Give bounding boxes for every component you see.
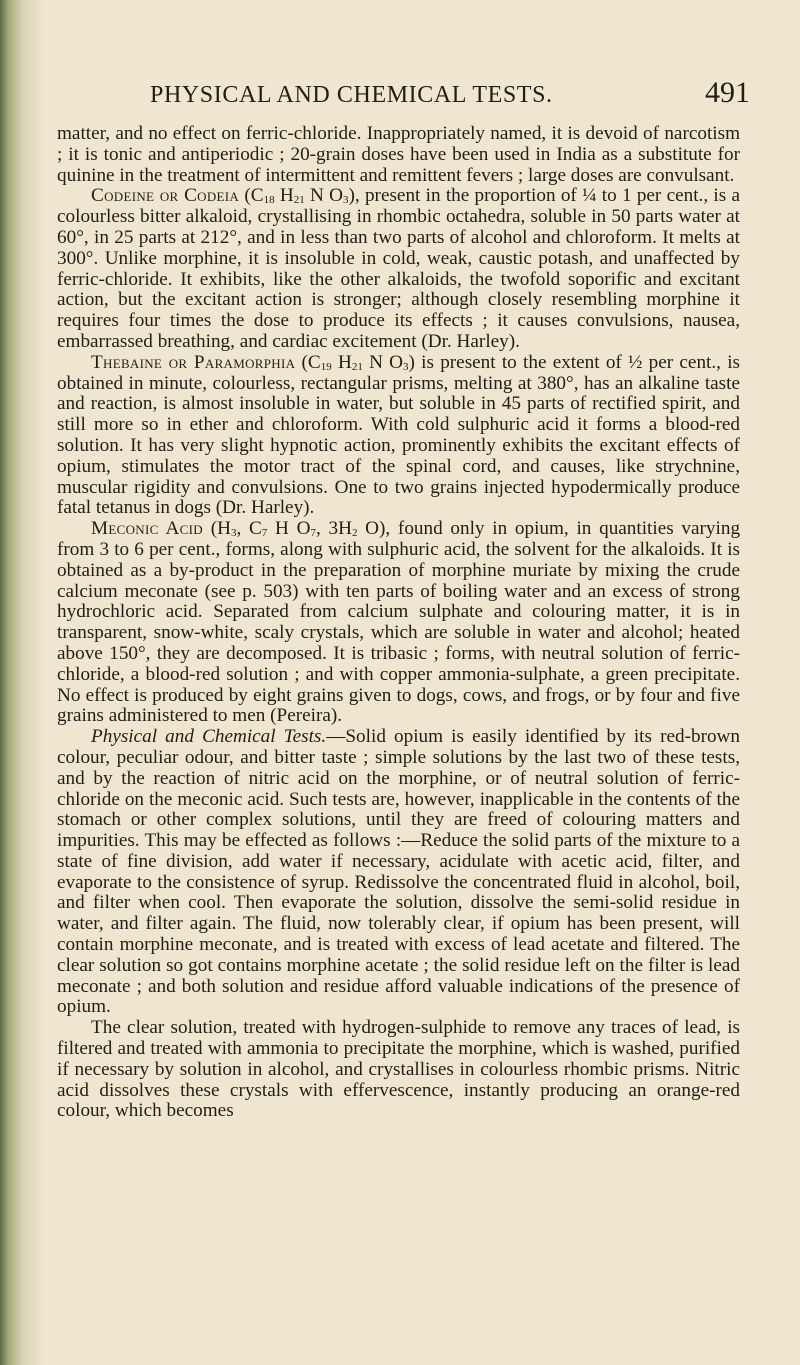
paragraph-text: is present to the extent of ½ per cent., is obtained in minute, colourless, rectangular prisms, melting at 380°, has an alkaline taste and reaction, is almost insoluble in water, but soluble in 45 parts of rectified spirit, and still more so in ether and chloroform. With cold sulphuric acid it forms a blood-red solution. It has very slight hypnotic action, prominently exhibits the excitant effects of opium, stimulates the motor tract of the spinal cord, and causes, like strychnine, muscular rigidity and convulsions. One to two grains injected hypodermically produce fatal tetanus in dogs (Dr. Harley). xyxy=(57,351,740,519)
paragraph-meconic-acid xyxy=(57,519,740,727)
paragraph-text: The clear solution, treated with hydrogen-sulphide to remove any traces of lead, is filtered and treated with ammonia to precipitate the morphine, which is washed, purified if necessary by solution in alcohol, and crystallises in colourless rhombic prisms. Nitric acid dissolves these crystals with effervescence, instantly producing an orange-red colour, which becomes xyxy=(57,1017,740,1122)
formula-meconic-acid: ($H_3$, $C_7$ H $O_7$, $3H_2$ O) xyxy=(210,518,386,540)
term-meconic-acid: Meconic Acid xyxy=(91,518,203,540)
term-thebaine: Thebaine or Paramorphia xyxy=(91,351,296,373)
page-number: 491 xyxy=(705,76,750,109)
page-header xyxy=(150,74,750,114)
italic-lead-tests: Physical and Chemical Tests. xyxy=(91,726,327,748)
paragraph-tests xyxy=(57,727,740,1018)
paragraph-clear-solution xyxy=(57,1018,740,1122)
body-text xyxy=(57,124,740,1122)
formula-thebaine: ($C_{19}$ $H_{21}$ N $O_3$) xyxy=(301,351,415,373)
paragraph-text: —Solid opium is easily identified by its red-brown colour, peculiar odour, and bitter taste ; simple solutions by the last two of these tests, and by the reaction of nitric acid on the morphine, or of neutral solution of ferric-chloride on the meconic acid. Such tests are, however, inapplicable in the contents of the stomach or other complex solutions, until they are freed of colouring matters and impurities. This may be effected as follows :—Reduce the solid parts of the mixture to a state of fine division, add water if necessary, acidulate with acetic acid, filter, and evaporate to the consistence of syrup. Redissolve the concentrated fluid in alcohol, boil, and filter when cool. Then evaporate the solution, dissolve the semi-solid residue in water, and filter again. The fluid, now tolerably clear, if opium has been present, will contain morphine meconate, and is treated with excess of lead acetate and filtered. The clear solution so got contains morphine acetate ; the solid residue left on the filter is lead meconate ; and both solution and residue afford valuable indications of the presence of opium. xyxy=(57,726,741,1018)
page-binding-edge xyxy=(0,0,44,1365)
paragraph-thebaine xyxy=(57,353,740,519)
paragraph-kousso-continuation xyxy=(57,124,740,186)
paragraph-text: , present in the proportion of ¼ to 1 per cent., is a colourless bitter alkaloid, crystallising in rhombic octahedra, soluble in 50 parts water at 60°, in 25 parts at 212°, and in less than two parts of alcohol and chloroform. It melts at 300°. Unlike morphine, it is insoluble in cold, weak, caustic potash, and unaffected by ferric-chloride. It exhibits, like the other alkaloids, the twofold soporific and excitant action, but the excitant action is stronger; although closely resembling morphine it requires four times the dose to produce its effects ; it causes convulsions, nausea, embarrassed breathing, and cardiac excitement (Dr. Harley). xyxy=(57,185,741,352)
term-codeine: Codeine or Codeia xyxy=(91,185,240,207)
formula-codeine: ($C_{18}$ $H_{21}$ N $O_3$) xyxy=(244,185,355,207)
paragraph-text: matter, and no effect on ferric-chloride. Inappropriately named, it is devoid of narcotism ; it is tonic and antiperiodic ; 20-grain doses have been used in India as a substitute for quinine in the treatment of intermittent and remittent fevers ; large doses are convulsant. xyxy=(57,123,740,186)
paragraph-text: , found only in opium, in quantities varying from 3 to 6 per cent., forms, along with sulphuric acid, the solvent for the alkaloids. It is obtained as a by-product in the preparation of morphine muriate by mixing the crude calcium meconate (see p. 503) with ten parts of boiling water and an excess of strong hydrochloric acid. Separated from calcium sulphate and colouring matter, it is in transparent, snow-white, scaly crystals, which are soluble in water and alcohol; heated above 150°, they are decomposed. It is tribasic ; forms, with neutral solution of ferric-chloride, a blood-red solution ; and with copper ammonia-sulphate, a green precipitate. No effect is produced by eight grains given to dogs, cows, and frogs, or by four and five grains administered to men (Pereira). xyxy=(57,518,741,727)
paragraph-codeine xyxy=(57,186,740,352)
running-head: PHYSICAL AND CHEMICAL TESTS. xyxy=(150,82,553,108)
